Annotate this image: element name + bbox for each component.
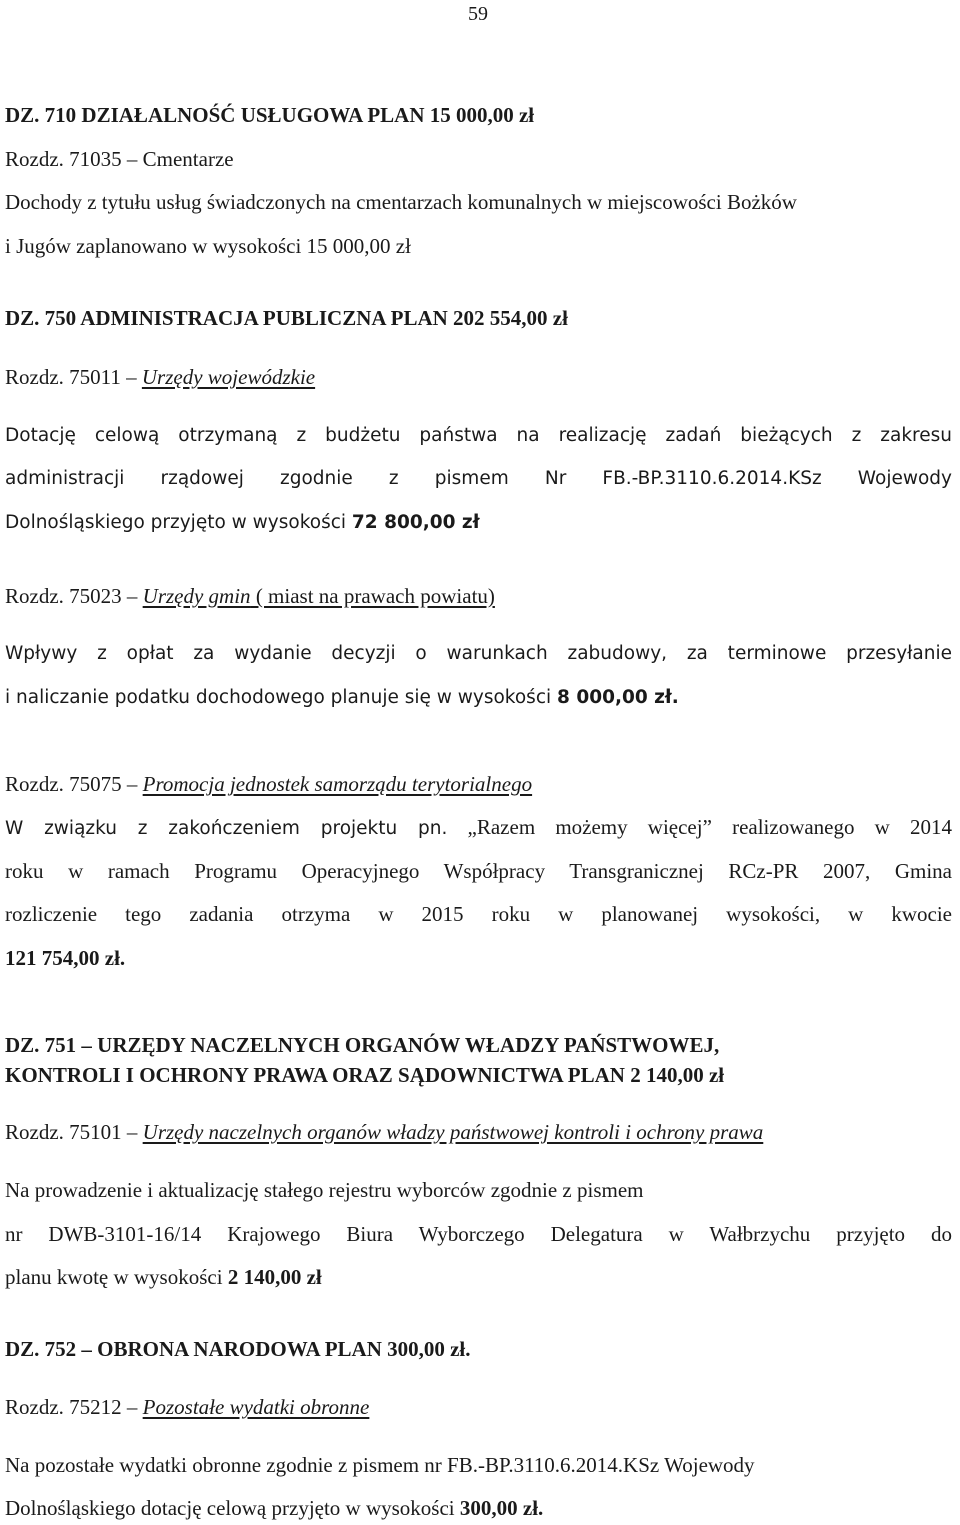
paragraph-75101-line-3 (5, 1264, 952, 1290)
paragraph-75011-line-3 (5, 510, 952, 536)
paragraph-75075-intro: W związku z zakończeniem projektu pn. (5, 818, 448, 839)
subsection-75101-title: Urzędy naczelnych organów władzy państwowej kontroli i ochrony prawa (142, 1120, 764, 1144)
page-number: 59 (468, 3, 488, 25)
subsection-75075 (5, 771, 952, 797)
subsection-75075-title: Promocja jednostek samorządu terytorialnego (142, 772, 533, 796)
amount-75212: 300,00 zł. (459, 1496, 544, 1520)
amount-75011: 72 800,00 zł (351, 512, 480, 533)
paragraph-75212-text: Dolnośląskiego dotację celową przyjęto w wysokości (5, 1496, 460, 1520)
paragraph-71035-line-2: i Jugów zaplanowano w wysokości 15 000,00 zł (5, 234, 411, 258)
section-710-heading: DZ. 710 DZIAŁALNOŚĆ USŁUGOWA PLAN 15 000,00 zł (5, 103, 535, 127)
section-751-heading-line-1: DZ. 751 – URZĘDY NACZELNYCH ORGANÓW WŁADZY PAŃSTWOWEJ, (5, 1033, 720, 1057)
amount-75101: 2 140,00 zł (227, 1265, 322, 1289)
subsection-75011-code: Rozdz. 75011 – (5, 365, 142, 389)
paragraph-75075-line-3: rozliczenie tego zadania otrzyma w 2015 roku w planowanej wysokości, w kwocie (5, 902, 952, 926)
amount-75075: 121 754,00 zł. (5, 946, 126, 970)
subsection-75023-code: Rozdz. 75023 – (5, 584, 143, 608)
paragraph-75011-text: Dolnośląskiego przyjęto w wysokości (5, 512, 352, 533)
subsection-75023-note: ( miast na prawach powiatu) (250, 584, 495, 608)
paragraph-75101-text: planu kwotę w wysokości (5, 1265, 228, 1289)
amount-75023: 8 000,00 zł. (557, 687, 679, 708)
section-752-heading: DZ. 752 – OBRONA NARODOWA PLAN 300,00 zł. (5, 1337, 471, 1361)
paragraph-75023-text: i naliczanie podatku dochodowego planuje się w wysokości (5, 687, 558, 708)
paragraph-75101-line-2: nr DWB-3101-16/14 Krajowego Biura Wyborczego Delegatura w Wałbrzychu przyjęto do (5, 1222, 952, 1246)
subsection-75212-code: Rozdz. 75212 – (5, 1395, 143, 1419)
subsection-75011 (5, 364, 952, 390)
section-751-heading-line-2: KONTROLI I OCHRONY PRAWA ORAZ SĄDOWNICTWA PLAN 2 140,00 zł (5, 1063, 725, 1087)
subsection-75101 (5, 1119, 952, 1145)
paragraph-75075-line-2: roku w ramach Programu Operacyjnego Współpracy Transgranicznej RCz-PR 2007, Gmina (5, 859, 952, 883)
paragraph-75023-line-2 (5, 685, 952, 711)
subsection-75212 (5, 1394, 952, 1420)
paragraph-71035-line-1: Dochody z tytułu usług świadczonych na cmentarzach komunalnych w miejscowości Bożków (5, 190, 797, 214)
paragraph-75075-project: „Razem możemy więcej” realizowanego w 2014 (447, 815, 952, 839)
paragraph-75023-line-1: Wpływy z opłat za wydanie decyzji o warunkach zabudowy, za terminowe przesyłanie (5, 643, 952, 664)
paragraph-75011-line-1: Dotację celową otrzymaną z budżetu państwa na realizację zadań bieżących z zakresu (5, 425, 952, 446)
paragraph-75075-line-1 (5, 814, 952, 842)
subsection-75023-title: Urzędy gmin (142, 584, 251, 608)
paragraph-75212-line-1: Na pozostałe wydatki obronne zgodnie z pismem nr FB.-BP.3110.6.2014.KSz Wojewody (5, 1453, 755, 1477)
paragraph-75212-line-2 (5, 1495, 952, 1521)
subsection-75101-code: Rozdz. 75101 – (5, 1120, 143, 1144)
subsection-75212-title: Pozostałe wydatki obronne (142, 1395, 370, 1419)
section-750-heading: DZ. 750 ADMINISTRACJA PUBLICZNA PLAN 202 554,00 zł (5, 306, 568, 330)
subsection-75075-code: Rozdz. 75075 – (5, 772, 143, 796)
paragraph-75101-line-1: Na prowadzenie i aktualizację stałego rejestru wyborców zgodnie z pismem (5, 1178, 644, 1202)
subsection-75023 (5, 583, 952, 609)
subsection-75011-title: Urzędy wojewódzkie (141, 365, 316, 389)
paragraph-75011-line-2: administracji rządowej zgodnie z pismem Nr FB.-BP.3110.6.2014.KSz Wojewody (5, 468, 952, 489)
subsection-71035: Rozdz. 71035 – Cmentarze (5, 147, 234, 171)
